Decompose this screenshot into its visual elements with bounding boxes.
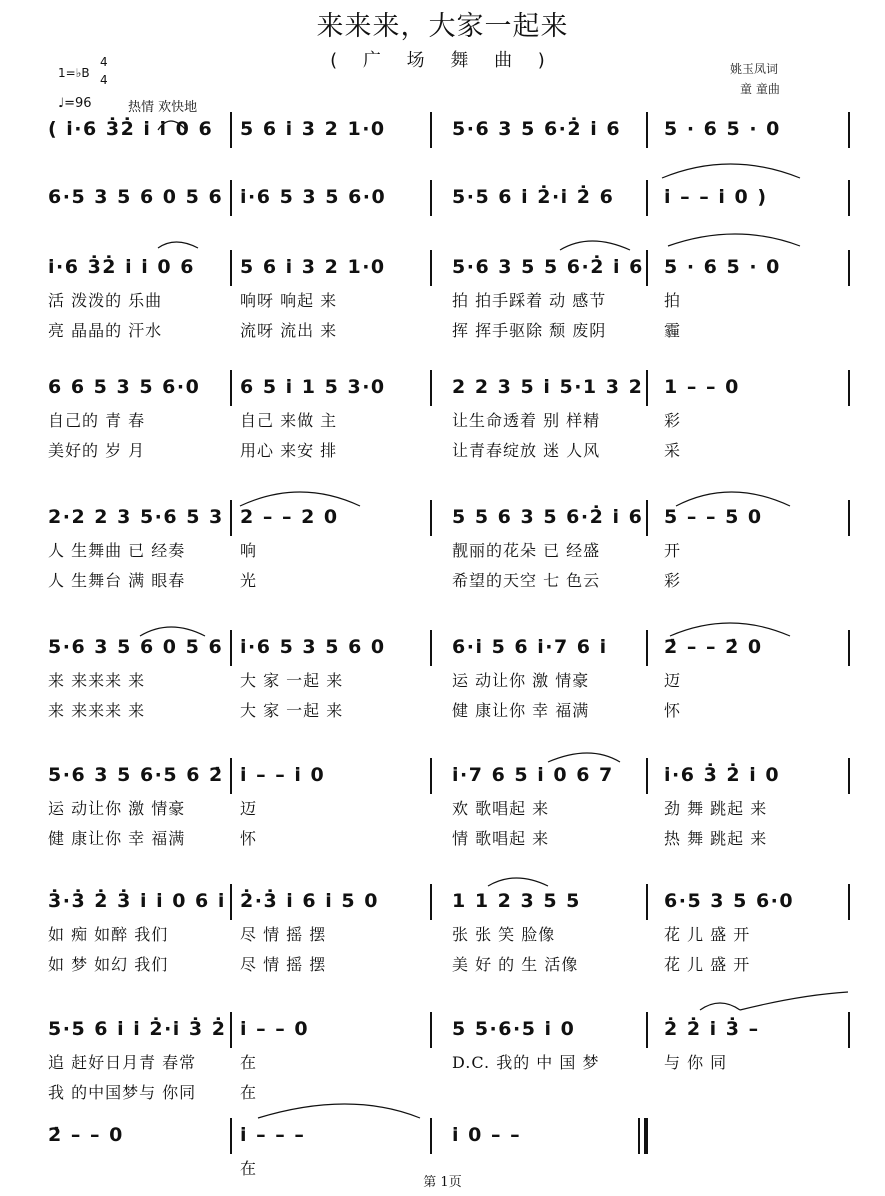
composer-credit: 童 童曲 [740,82,780,96]
measure-notes: 5·6 3 5 5 6·2̇ i 6 [452,256,644,278]
lyric-verse-2: 我 的中国梦与 你同 [48,1083,197,1102]
lyric-verse-1: 张 张 笑 脸像 [452,925,556,944]
lyric-verse-2: 怀 [664,701,682,720]
lyric-verse-2: 花 儿 盛 开 [664,955,751,974]
barline [646,758,648,794]
measure-notes: i·6 3̇2̇ i i 0 6 [48,256,195,278]
lyric-verse-1: 自己 来做 主 [240,411,338,430]
lyric-verse-2: 让青春绽放 迷 人风 [452,441,601,460]
slur [670,623,790,636]
slur [560,241,630,250]
time-signature-bottom: 4 [100,73,108,87]
barline [430,180,432,216]
barline [848,758,850,794]
lyric-verse-1: D.C. 我的 中 国 梦 [452,1053,600,1072]
barline [848,1012,850,1048]
lyric-verse-1: 活 泼泼的 乐曲 [48,291,163,310]
lyric-verse-2: 健 康让你 幸 福满 [48,829,186,848]
lyric-verse-2: 在 [240,1083,258,1102]
lyric-verse-1: 追 赶好日月青 春常 [48,1053,197,1072]
measure-notes: 6 6 5 3 5 6·0 [48,376,201,398]
slur [740,992,848,1010]
lyric-verse-1: 人 生舞曲 已 经奏 [48,541,186,560]
measure-notes: 3̇·3̇ 2̇ 3̇ i i 0 6 i [48,890,226,912]
measure-notes: 5·6 3 5 6·2̇ i 6 [452,118,622,140]
barline [230,630,232,666]
lyric-verse-2: 美好的 岁 月 [48,441,146,460]
barline [430,1012,432,1048]
barline [430,250,432,286]
barline [430,758,432,794]
lyric-verse-1: 与 你 同 [664,1053,728,1072]
measure-notes: 5 · 6 5 · 0 [664,118,781,140]
lyric-verse-1: 开 [664,541,682,560]
lyric-verse-1: 让生命透着 别 样精 [452,411,601,430]
slur [158,242,198,248]
measure-notes: i – – – [240,1124,306,1146]
barline [646,112,648,148]
measure-notes: 5 – – 5 0 [664,506,763,528]
measure-notes: 2̇ – – 0 [48,1124,124,1146]
lyric-verse-1: 在 [240,1053,258,1072]
lyric-verse-2: 怀 [240,829,258,848]
lyric-verse-2: 美 好 的 生 活像 [452,955,579,974]
lyric-verse-2: 霾 [664,321,682,340]
measure-notes: 2̇ – – 2̇ 0 [664,636,763,658]
slur [240,492,360,506]
measure-notes: 1 1 2 3 5 5 [452,890,581,912]
barline [430,1118,432,1154]
lyric-verse-2: 如 梦 如幻 我们 [48,955,169,974]
measure-notes: i – – i 0 [240,764,326,786]
barline [230,758,232,794]
lyric-verse-1: 响呀 响起 来 [240,291,338,310]
barline [430,884,432,920]
measure-notes: i 0 – – [452,1124,522,1146]
slur [676,492,790,506]
lyric-verse-1: 拍 拍手踩着 动 感节 [452,291,607,310]
lyric-verse-1: 劲 舞 跳起 来 [664,799,768,818]
measure-notes: 5 5 6 3 5 6·2̇ i 6 [452,506,644,528]
lyric-verse-2: 流呀 流出 来 [240,321,338,340]
lyric-verse-1: 运 动让你 激 情豪 [48,799,186,818]
lyric-verse-1: 响 [240,541,258,560]
measure-notes: 1 – – 0 [664,376,740,398]
barline [430,370,432,406]
barline [848,500,850,536]
barline [646,884,648,920]
lyric-verse-1: 如 痴 如醉 我们 [48,925,169,944]
lyric-verse-1: 大 家 一起 来 [240,671,344,690]
slur [662,164,800,178]
barline [430,500,432,536]
lyric-verse-1: 拍 [664,291,682,310]
time-signature-top: 4 [100,55,108,69]
lyric-verse-2: 情 歌唱起 来 [452,829,550,848]
lyric-verse-2: 用心 来安 排 [240,441,338,460]
measure-notes: 2 2 3 5 i 5·1 3 2 [452,376,644,398]
measure-notes: 6·5 3 5 6·0 [664,890,795,912]
lyric-verse-1: 来 来来来 来 [48,671,146,690]
key-signature: 1=♭B [58,66,90,80]
lyric-verse-2: 亮 晶晶的 汗水 [48,321,163,340]
barline [848,180,850,216]
final-barline [644,1118,648,1154]
measure-notes: 5 5·6·5 i 0 [452,1018,576,1040]
lyric-verse-1: 在 [240,1159,258,1178]
slur [668,234,800,246]
measure-notes: i·6 5 3 5 6·0 [240,186,387,208]
barline [646,1012,648,1048]
lyric-verse-2: 来 来来来 来 [48,701,146,720]
barline [230,1118,232,1154]
slur [488,878,548,886]
measure-notes: 5 6 i 3 2 1·0 [240,256,386,278]
lyric-verse-1: 自己的 青 春 [48,411,146,430]
measure-notes: 2 – – 2 0 [240,506,339,528]
measure-notes: i·6 3̇ 2̇ i 0 [664,764,781,786]
barline [430,112,432,148]
lyric-verse-1: 迈 [664,671,682,690]
tempo-marking: ♩=96 [58,96,92,111]
expression-marking: 热情 欢快地 [128,100,198,115]
measure-notes: 6 5 i 1 5 3·0 [240,376,386,398]
page-number: 第 1页 [423,1175,462,1190]
measure-notes: 5·6 3 5 6·5 6 2̇ [48,764,224,786]
slur [140,627,205,636]
lyricist-credit: 姚玉凤词 [730,62,779,76]
lyric-verse-1: 尽 情 摇 摆 [240,925,327,944]
barline [230,250,232,286]
measure-notes: i·7 6 5 i 0 6 7 [452,764,614,786]
barline [848,884,850,920]
barline [430,630,432,666]
slur [258,1104,420,1118]
lyric-verse-2: 挥 挥手驱除 颓 废阴 [452,321,607,340]
lyric-verse-2: 健 康让你 幸 福满 [452,701,590,720]
lyric-verse-2: 光 [240,571,258,590]
lyric-verse-2: 大 家 一起 来 [240,701,344,720]
measure-notes: ( i·6 3̇2̇ i i 0 6 [48,118,214,140]
barline [646,370,648,406]
lyric-verse-1: 花 儿 盛 开 [664,925,751,944]
barline [230,180,232,216]
lyric-verse-2: 热 舞 跳起 来 [664,829,768,848]
measure-notes: i – – 0 [240,1018,310,1040]
slur [700,1003,740,1010]
barline [638,1118,640,1154]
barline [848,630,850,666]
measure-notes: 6·5 3 5 6 0 5 6 [48,186,224,208]
measure-notes: 2̇ 2̇ i 3̇ – [664,1018,760,1040]
measure-notes: 5 · 6 5 · 0 [664,256,781,278]
barline [230,884,232,920]
barline [230,1012,232,1048]
lyric-verse-2: 希望的天空 七 色云 [452,571,601,590]
barline [230,112,232,148]
barline [646,250,648,286]
measure-notes: 5·6 3 5 6 0 5 6 [48,636,224,658]
lyric-verse-1: 彩 [664,411,682,430]
song-subtitle: ( 广 场 舞 曲 ) [330,50,555,71]
lyric-verse-1: 欢 歌唱起 来 [452,799,550,818]
measure-notes: i – – i 0 ) [664,186,768,208]
slur [548,753,620,762]
lyric-verse-2: 尽 情 摇 摆 [240,955,327,974]
measure-notes: 2̇·3̇ i 6 i 5 0 [240,890,379,912]
measure-notes: 5·5 6 i 2̇·i 2̇ 6 [452,186,615,208]
lyric-verse-1: 运 动让你 激 情豪 [452,671,590,690]
barline [646,630,648,666]
lyric-verse-1: 靓丽的花朵 已 经盛 [452,541,601,560]
barline [646,180,648,216]
measure-notes: 2·2 2 3 5·6 5 3 [48,506,224,528]
barline [848,112,850,148]
measure-notes: 5 6 i 3 2 1·0 [240,118,386,140]
measure-notes: 5·5 6 i i 2̇·i 3̇ 2̇ [48,1018,227,1040]
lyric-verse-2: 人 生舞台 满 眼春 [48,571,186,590]
measure-notes: i·6 5 3 5 6 0 [240,636,386,658]
lyric-verse-1: 迈 [240,799,258,818]
barline [646,500,648,536]
barline [848,250,850,286]
song-title: 来来来，大家一起来 [316,11,569,42]
barline [230,500,232,536]
barline [848,370,850,406]
barline [230,370,232,406]
measure-notes: 6·i 5 6 i·7 6 i [452,636,608,658]
lyric-verse-2: 采 [664,441,682,460]
lyric-verse-2: 彩 [664,571,682,590]
